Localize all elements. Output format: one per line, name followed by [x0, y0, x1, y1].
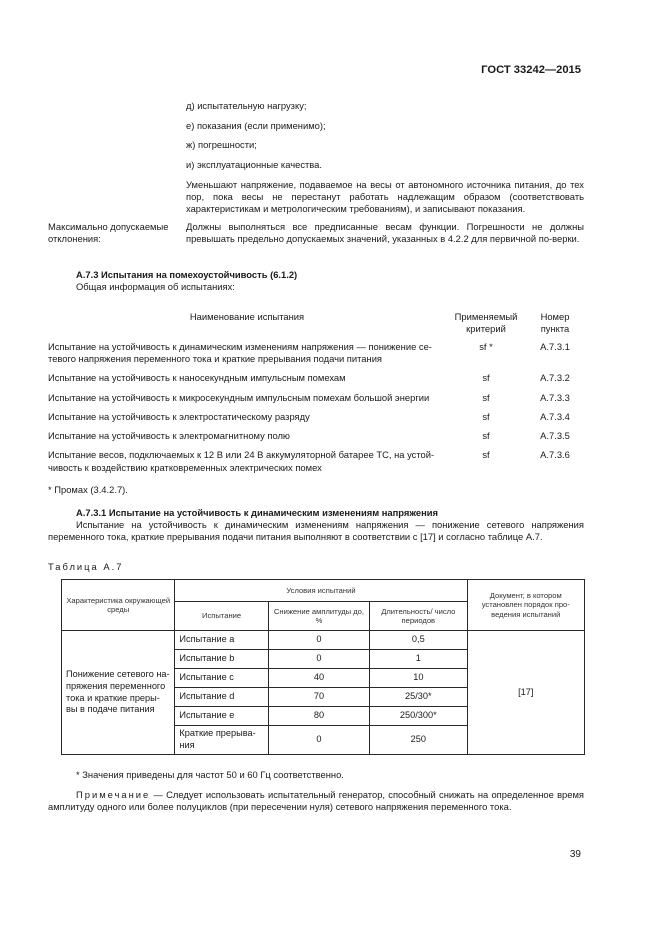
list-item: е) показания (если применимо);	[186, 120, 326, 131]
criterion: sf	[482, 372, 490, 384]
clause: A.7.3.5	[540, 430, 570, 442]
criterion: sf	[482, 410, 490, 422]
clause: A.7.3.3	[540, 391, 570, 403]
header-criterion: Применяемый критерий	[454, 311, 518, 335]
procedure-text: Уменьшают напряжение, подаваемое на весы от автономного источника питания, до тех пор, пока весы не перестанут работать надлежащим образом (соответствовать характеристикам и метрологическим требованиям), и записывают показания.	[186, 179, 584, 215]
test-cell: Испытание e	[175, 707, 268, 726]
duration-cell: 0,5	[370, 631, 467, 650]
criterion: sf	[482, 430, 490, 442]
clause: A.7.3.1	[540, 341, 570, 352]
test-cell: Испытание a	[175, 631, 268, 650]
test-name: Испытание на устойчивость к динамическим изменениям напряжения — понижение се-тевого напряжения переменного тока и краткие прерывания подачи питания	[48, 341, 432, 365]
header-test: Испытание	[175, 602, 268, 631]
table-row	[48, 411, 584, 430]
max-deviation-label: Максимально допускаемые отклонения:	[48, 221, 169, 245]
section-a731-text: Испытание на устойчивость к динамическим изменениям напряжения — понижение сетевого напряжения переменного тока, краткие прерывания подачи питания выполняют в соответствии с [17] и согласно таблице А.7.	[48, 519, 584, 543]
reduction-cell: 40	[268, 669, 369, 688]
general-table-footnote: * Промах (3.4.2.7).	[48, 484, 128, 495]
reduction-cell: 0	[268, 631, 369, 650]
test-cell: Испытание c	[175, 669, 268, 688]
header-document: Документ, в котором установлен порядок про-ведения испытаний	[467, 580, 585, 631]
general-tests-table	[48, 311, 584, 481]
reduction-cell: 70	[268, 688, 369, 707]
document-code: ГОСТ 33242—2015	[481, 64, 581, 76]
header-duration: Длительность/ число периодов	[370, 602, 467, 631]
header-amplitude-reduction: Снижение амплитуды до, %	[268, 602, 369, 631]
test-name: Испытание на устойчивость к электромагнитному полю	[48, 430, 290, 442]
test-cell: Испытание d	[175, 688, 268, 707]
table-a7-caption: Таблица А.7	[48, 561, 124, 572]
table-row	[48, 392, 584, 411]
table-row	[48, 430, 584, 449]
duration-cell: 25/30*	[370, 688, 467, 707]
list-item: ж) погрешности;	[186, 139, 257, 150]
duration-cell: 250/300*	[370, 707, 467, 726]
criterion: sf *	[479, 341, 493, 352]
test-name: Испытание весов, подключаемых к 12 В или 24 В аккумуляторной батарее ТС, на устой-чивость к воздействию кратковременных электрических помех	[48, 449, 435, 473]
table-row	[48, 372, 584, 391]
header-clause: Номер пункта	[540, 311, 570, 335]
reduction-cell: 0	[268, 650, 369, 669]
clause: A.7.3.4	[540, 410, 570, 422]
clause: A.7.3.2	[540, 372, 570, 384]
criterion: sf	[482, 391, 490, 403]
table-a7	[61, 579, 585, 755]
test-cell: Испытание b	[175, 650, 268, 669]
table-row	[48, 449, 584, 480]
table-header-row	[48, 311, 584, 341]
duration-cell: 1	[370, 650, 467, 669]
table-row	[48, 341, 584, 372]
page-number: 39	[569, 849, 581, 860]
test-name: Испытание на устойчивость к наносекундным импульсным помехам	[48, 372, 346, 384]
note	[48, 789, 584, 813]
reduction-cell: 80	[268, 707, 369, 726]
criterion: sf	[482, 449, 490, 461]
test-name: Испытание на устойчивость к микросекундным импульсным помехам большой энергии	[48, 391, 430, 403]
reduction-cell: 0	[268, 726, 369, 755]
section-a73-title: А.7.3 Испытания на помехоустойчивость (6.1.2)	[76, 269, 298, 280]
environment-value: Понижение сетевого на-пряжения переменного тока и краткие преры-вы в подаче питания	[62, 631, 175, 755]
test-cell: Краткие прерыва-ния	[175, 726, 268, 755]
header-test-conditions: Условия испытаний	[175, 580, 467, 602]
duration-cell: 10	[370, 669, 467, 688]
table-a7-footnote: * Значения приведены для частот 50 и 60 Гц соответственно.	[76, 769, 344, 780]
note-label: Примечание	[76, 789, 151, 800]
clause: A.7.3.6	[540, 449, 570, 461]
note-text: — Следует использовать испытательный генератор, способный снижать на определенное время амплитуду одного или более полуциклов (при пересечении нуля) сетевого напряжения переменного тока.	[48, 789, 584, 813]
section-a73-intro: Общая информация об испытаниях:	[76, 281, 235, 292]
header-test-name: Наименование испытания	[189, 311, 305, 322]
test-name: Испытание на устойчивость к электростатическому разряду	[48, 410, 310, 422]
document-reference: [17]	[467, 631, 585, 755]
table-row	[62, 631, 585, 650]
duration-cell: 250	[370, 726, 467, 755]
section-a731-title: А.7.3.1 Испытание на устойчивость к динамическим изменениям напряжения	[76, 507, 438, 518]
max-deviation-text: Должны выполняться все предписанные весам функции. Погрешности не должны превышать предельно допускаемых значений, указанных в 4.2.2 для первичной по-верки.	[186, 221, 584, 245]
header-environment: Характеристика окружающей среды	[62, 580, 175, 631]
list-item: и) эксплуатационные качества.	[186, 159, 323, 170]
list-item: д) испытательную нагрузку;	[186, 100, 307, 111]
